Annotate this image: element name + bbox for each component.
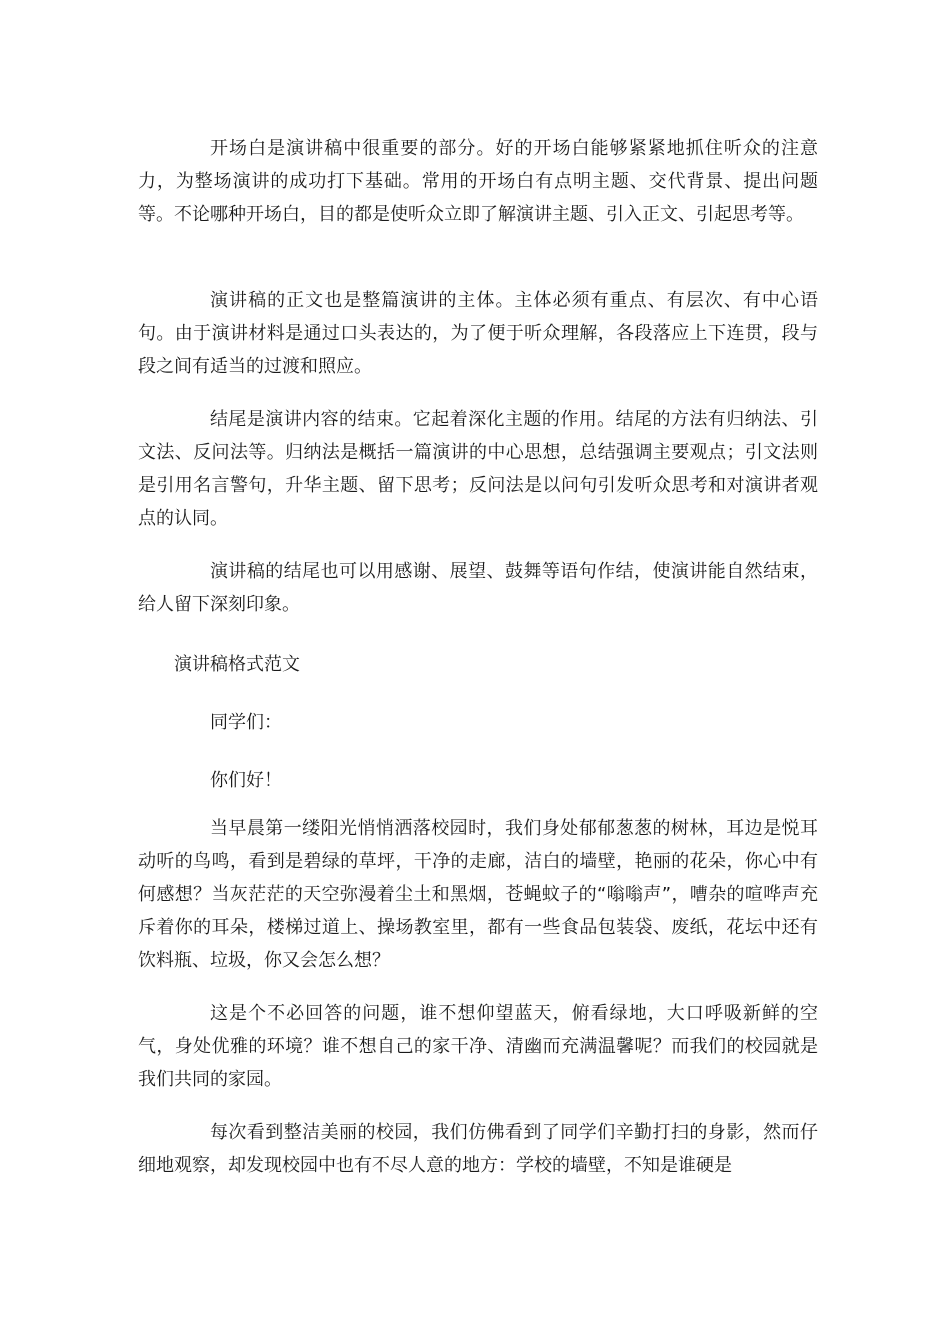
paragraph-opening	[138, 132, 818, 231]
speech-paragraph-1	[138, 812, 818, 977]
greeting: 你们好！	[210, 770, 282, 791]
salutation: 同学们：	[210, 712, 282, 733]
paragraph-body	[138, 284, 818, 383]
section-title: 演讲稿格式范文	[174, 654, 300, 675]
paragraph-text: 结尾是演讲内容的结束。它起着深化主题的作用。结尾的方法有归纳法、引文法、反问法等。归纳法是概括一篇演讲的中心思想，总结强调主要观点；引文法则是引用名言警句，升华主题、留下思考；反问法是以问句引发听众思考和对演讲者观点的认同。	[138, 409, 818, 529]
speech-paragraph-3	[138, 1116, 818, 1182]
paragraph-text: 每次看到整洁美丽的校园，我们仿佛看到了同学们辛勤打扫的身影，然而仔细地观察，却发现校园中也有不尽人意的地方：学校的墙壁，不知是谁硬是	[138, 1122, 818, 1176]
speech-paragraph-2	[138, 997, 818, 1096]
paragraph-ending-alt	[138, 555, 818, 621]
paragraph-ending	[138, 403, 818, 535]
paragraph-text: 演讲稿的正文也是整篇演讲的主体。主体必须有重点、有层次、有中心语句。由于演讲材料是通过口头表达的，为了便于听众理解，各段落应上下连贯，段与段之间有适当的过渡和照应。	[138, 290, 818, 377]
paragraph-text: 演讲稿的结尾也可以用感谢、展望、鼓舞等语句作结，使演讲能自然结束，给人留下深刻印象。	[138, 561, 818, 615]
paragraph-text: 当早晨第一缕阳光悄悄洒落校园时，我们身处郁郁葱葱的树林，耳边是悦耳动听的鸟鸣，看到是碧绿的草坪，干净的走廊，洁白的墙壁，艳丽的花朵，你心中有何感想？当灰茫茫的天空弥漫着尘土和黑烟，苍蝇蚊子的“嗡嗡声”，嘈杂的喧哗声充斥着你的耳朵，楼梯过道上、操场教室里，都有一些食品包装袋、废纸，花坛中还有饮料瓶、垃圾，你又会怎么想？	[138, 818, 818, 971]
paragraph-text: 开场白是演讲稿中很重要的部分。好的开场白能够紧紧地抓住听众的注意力，为整场演讲的成功打下基础。常用的开场白有点明主题、交代背景、提出问题等。不论哪种开场白，目的都是使听众立即了解演讲主题、引入正文、引起思考等。	[138, 138, 818, 225]
paragraph-text: 这是个不必回答的问题，谁不想仰望蓝天，俯看绿地，大口呼吸新鲜的空气，身处优雅的环境？谁不想自己的家干净、清幽而充满温馨呢？而我们的校园就是我们共同的家园。	[138, 1003, 818, 1090]
